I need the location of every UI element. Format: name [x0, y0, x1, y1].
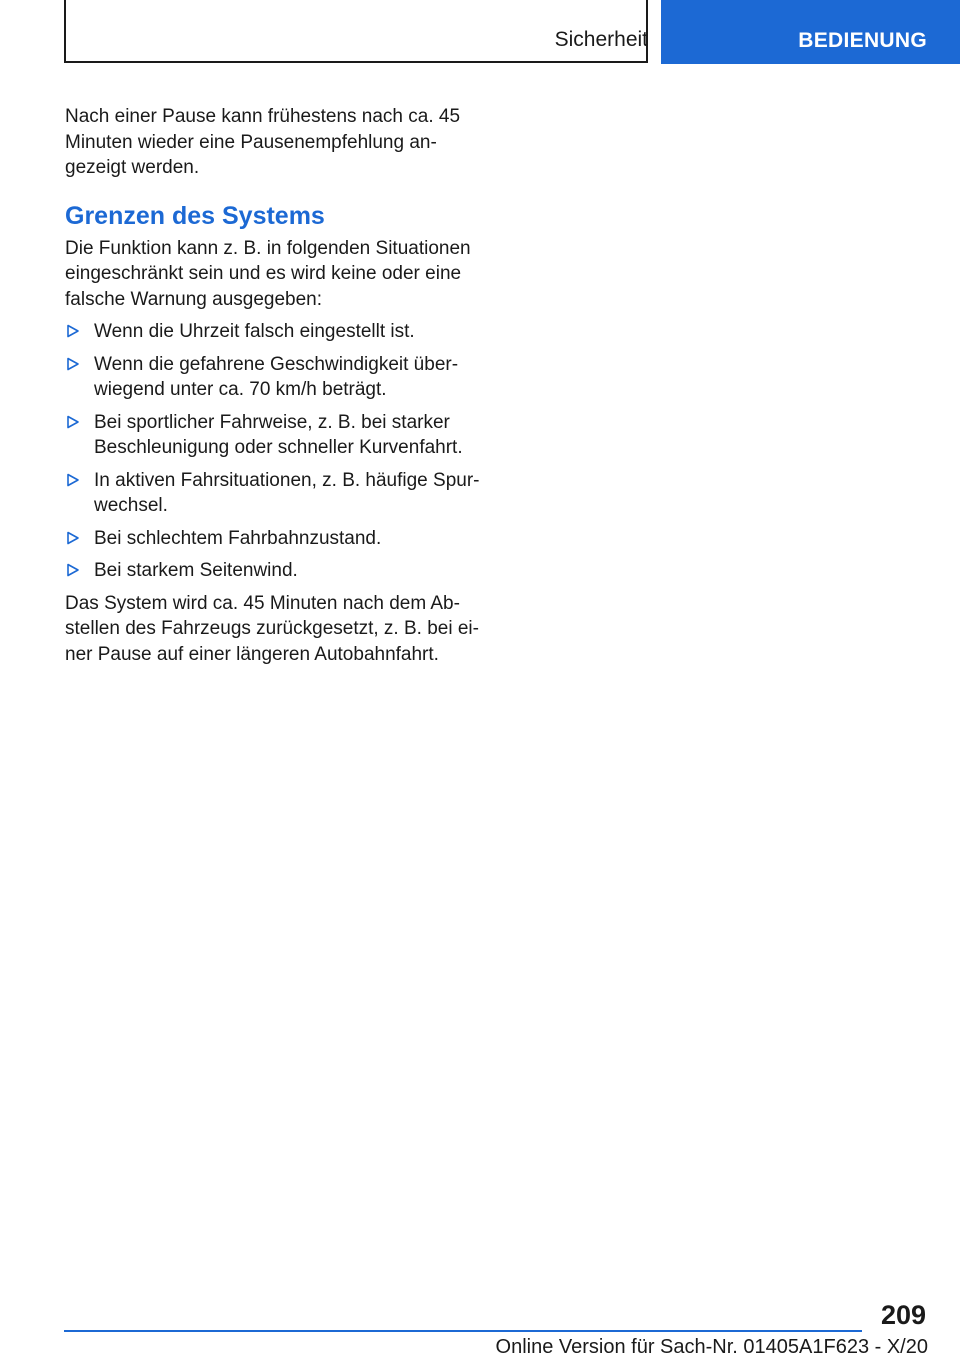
- triangle-right-outline-icon: [66, 357, 80, 371]
- footer-online-version: Online Version für Sach-Nr. 01405A1F623 - X/20: [495, 1336, 928, 1358]
- triangle-right-outline-icon: [66, 324, 80, 338]
- list-item-text: In aktiven Fahrsituationen, z. B. häufige Spurwechsel.: [94, 469, 480, 516]
- list-item: [65, 558, 485, 584]
- list-item: [65, 410, 485, 461]
- triangle-right-outline-icon: [66, 415, 80, 429]
- bullet-list: [65, 319, 485, 584]
- outro-paragraph: Das System wird ca. 45 Minuten nach dem Abstellen des Fahrzeugs zurückgesetzt, z. B. bei einer Pause auf einer längeren Autobahnfahrt.: [65, 592, 479, 665]
- list-item-text: Bei starkem Seitenwind.: [94, 560, 298, 581]
- footer-divider: [64, 1330, 862, 1332]
- list-item-text: Bei schlechtem Fahrbahnzustand.: [94, 527, 382, 549]
- list-item-text: Bei sportlicher Fahrweise, z. B. bei starker Beschleunigung oder schneller Kurvenfahrt.: [94, 411, 463, 458]
- list-item-text: Wenn die Uhrzeit falsch eingestellt ist.: [94, 321, 415, 342]
- section-heading: Grenzen des Systems: [65, 201, 325, 230]
- chapter-tab: [661, 0, 960, 64]
- page-content: [65, 104, 485, 667]
- list-item: [65, 526, 485, 552]
- page-number: 209: [880, 1300, 926, 1330]
- triangle-right-outline-icon: [66, 531, 80, 545]
- lead-paragraph: Die Funktion kann z. B. in folgenden Situationen eingeschränkt sein und es wird keine oder eine falsche Warnung ausgegeben:: [65, 237, 471, 310]
- list-item: [65, 468, 485, 519]
- intro-paragraph: Nach einer Pause kann frühestens nach ca. 45 Minuten wieder eine Pausenempfehlung angezeigt werden.: [65, 106, 461, 178]
- list-item: [65, 352, 485, 403]
- list-item-text: Wenn die gefahrene Geschwindigkeit überwiegend unter ca. 70 km/h beträgt.: [94, 353, 459, 400]
- triangle-right-outline-icon: [66, 473, 80, 487]
- chapter-tab-label: BEDIENUNG: [798, 29, 927, 52]
- triangle-right-outline-icon: [66, 563, 80, 577]
- list-item: [65, 319, 485, 345]
- header-section-title: Sicherheit: [554, 28, 648, 51]
